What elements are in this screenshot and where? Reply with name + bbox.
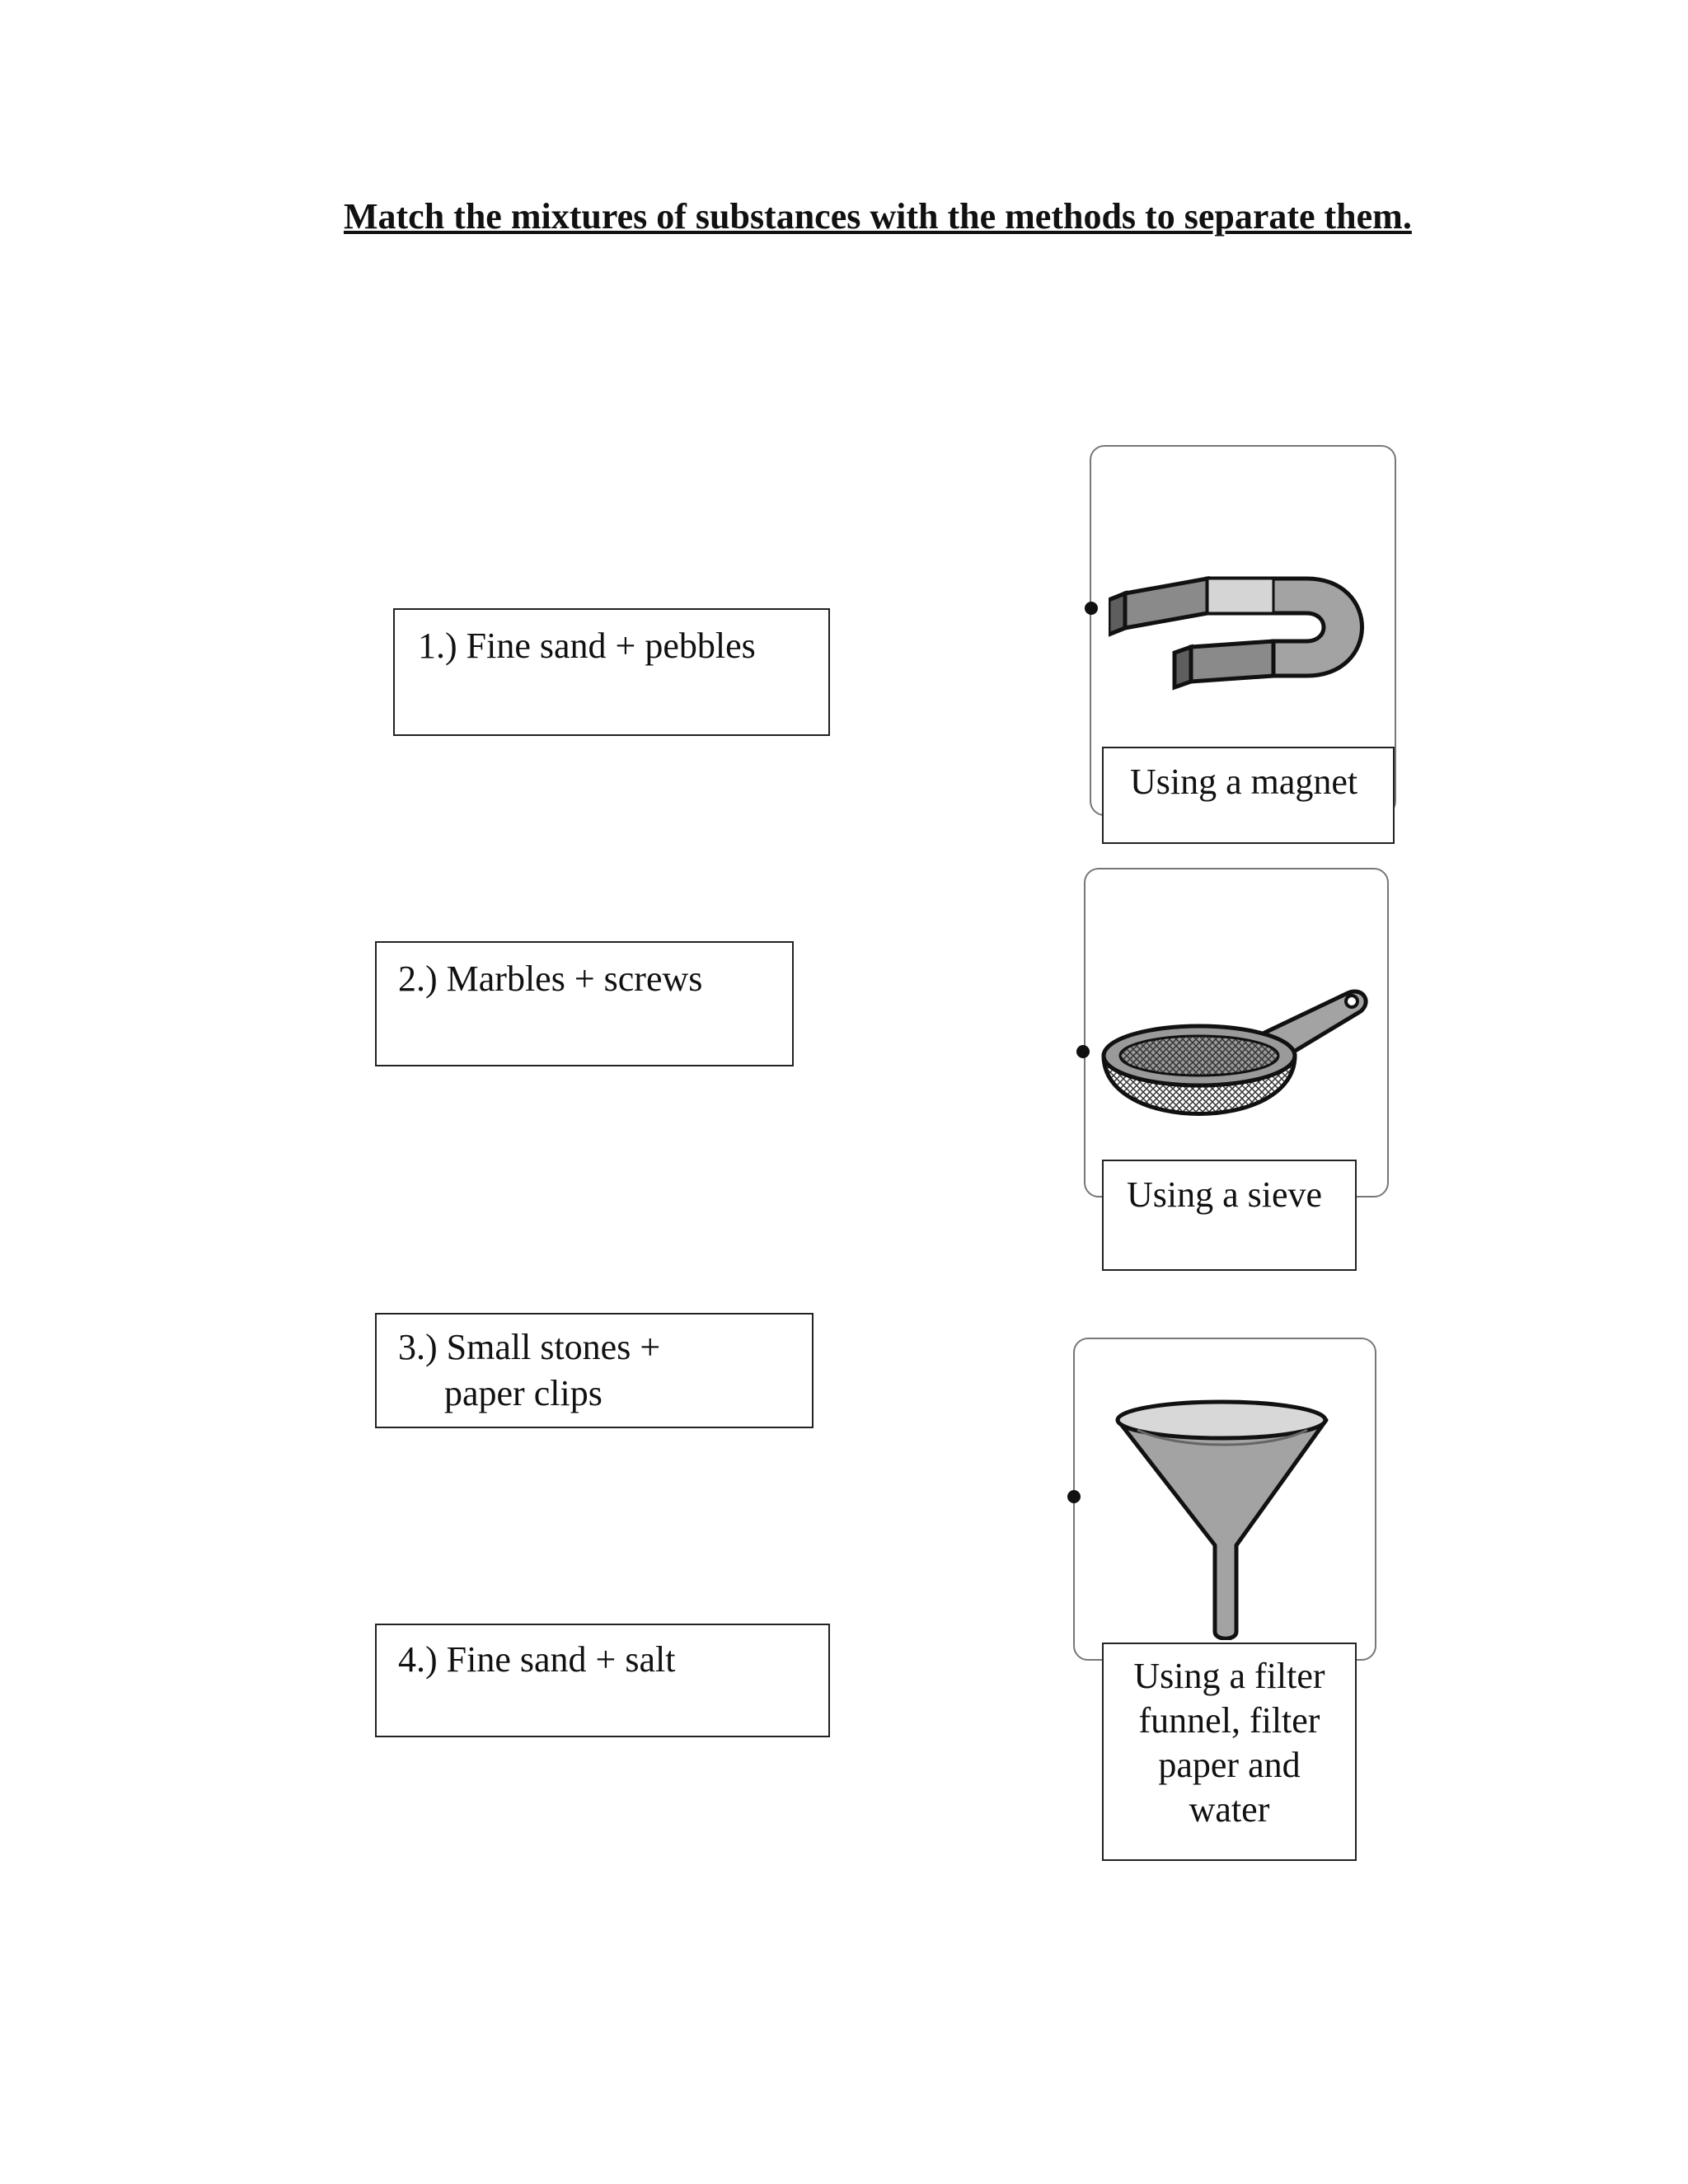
method-label: Using a sieve [1127,1174,1323,1215]
mixture-label: 1.) Fine sand + pebbles [418,626,756,666]
match-dot-sieve[interactable] [1076,1045,1090,1058]
method-label: funnel, filter [1138,1700,1320,1741]
mixture-box-1 [393,608,830,736]
magnet-icon [1109,552,1389,709]
mixture-label: 3.) Small stones + [398,1327,661,1367]
method-label: paper and [1158,1745,1301,1785]
mixture-box-3 [375,1313,814,1428]
match-dot-funnel[interactable] [1067,1490,1081,1503]
method-label: Using a filter [1133,1656,1325,1696]
mixture-box-4 [375,1624,830,1737]
mixture-label: 2.) Marbles + screws [398,958,703,999]
method-label-funnel [1102,1643,1357,1861]
mixture-label: 4.) Fine sand + salt [398,1639,676,1680]
method-label-magnet [1102,747,1395,844]
mixture-box-2 [375,941,794,1066]
funnel-icon [1113,1397,1331,1640]
method-label-sieve [1102,1160,1357,1271]
sieve-icon [1100,977,1376,1133]
worksheet-title: Match the mixtures of substances with the methods to separate them. [344,196,1412,237]
method-label: Using a magnet [1130,762,1358,802]
method-label: water [1189,1789,1270,1830]
match-dot-magnet[interactable] [1085,602,1098,615]
mixture-label-continued: paper clips [444,1373,603,1413]
